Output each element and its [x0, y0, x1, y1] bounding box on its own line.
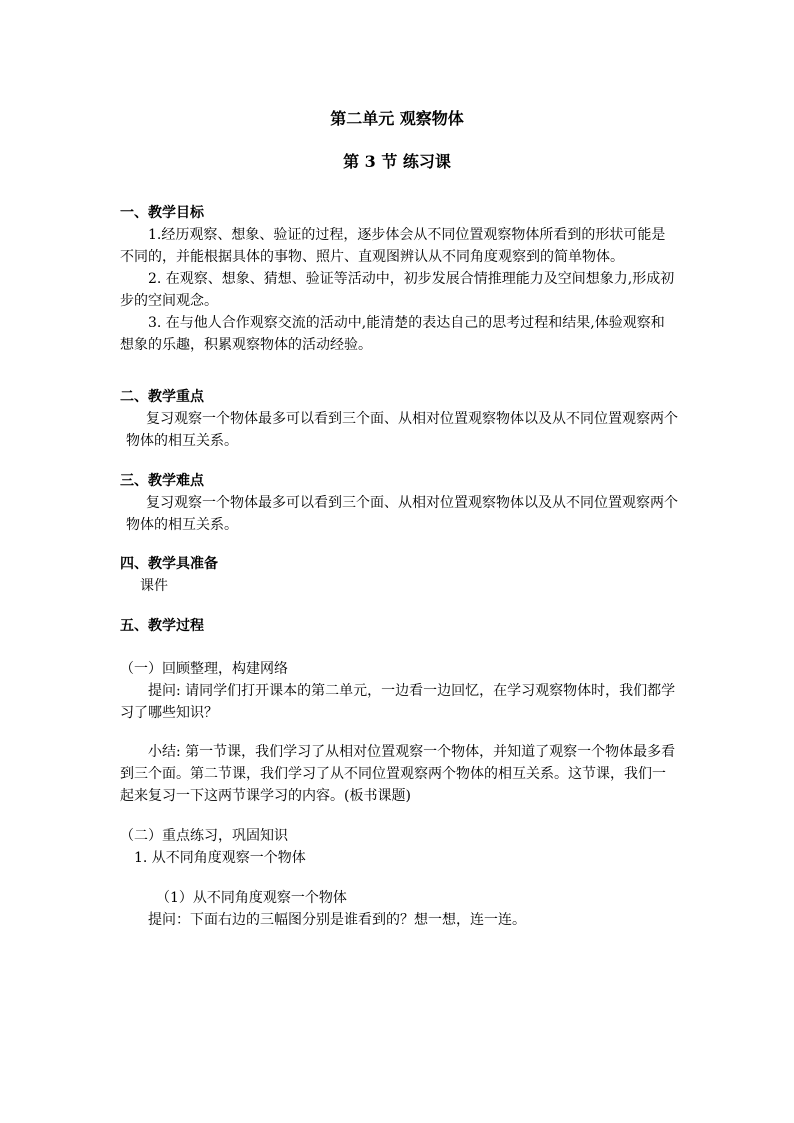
section-materials [120, 553, 678, 597]
section-text: 复习观察一个物体最多可以看到三个面、从相对位置观察物体以及从不同位置观察两个物体的相互关系。 [126, 411, 678, 449]
process-subitem [120, 887, 678, 931]
lesson-title: 第 3 节 练习课 [343, 152, 451, 171]
process-part-1 [120, 658, 678, 724]
section-process [120, 615, 678, 637]
section-heading: 三、教学难点 [120, 473, 204, 489]
part-heading: （一）回顾整理，构建网络 [120, 661, 288, 677]
part-heading: （二）重点练习，巩固知识 [120, 828, 288, 844]
section-heading: 五、教学过程 [120, 618, 204, 634]
process-part-2 [120, 825, 678, 869]
summary-text: 小结: 第一节课，我们学习了从相对位置观察一个物体，并知道了观察一个物体最多看到三个面。第二节课，我们学习了从不同位置观察两个物体的相互关系。这节课，我们一起来复习一下这两节课学习的内容。(板书课题) [120, 744, 676, 804]
question-text: 提问：下面右边的三幅图分别是谁看到的？想一想，连一连。 [148, 912, 526, 928]
section-heading: 二、教学重点 [120, 389, 204, 405]
section-difficult-points [120, 470, 678, 536]
section-heading: 四、教学具准备 [120, 556, 218, 572]
section-objectives [120, 202, 678, 356]
section-heading: 一、教学目标 [120, 205, 204, 221]
objective-item: 2. 在观察、想象、猜想、验证等活动中，初步发展合情推理能力及空间想象力,形成初步的空间观念。 [120, 271, 675, 309]
subitem-heading: （1）从不同角度观察一个物体 [156, 890, 347, 906]
objective-item: 1.经历观察、想象、验证的过程，逐步体会从不同位置观察物体所看到的形状可能是不同的，并能根据具体的事物、照片、直观图辨认从不同角度观察到的简单物体。 [120, 227, 666, 265]
objective-item: 3. 在与他人合作观察交流的活动中,能清楚的表达自己的思考过程和结果,体验观察和想象的乐趣，积累观察物体的活动经验。 [120, 315, 665, 353]
section-text: 课件 [140, 578, 168, 594]
section-text: 复习观察一个物体最多可以看到三个面、从相对位置观察物体以及从不同位置观察两个物体的相互关系。 [126, 495, 678, 533]
section-key-points [120, 386, 678, 452]
unit-title: 第二单元 观察物体 [330, 109, 464, 128]
question-text: 提问: 请同学们打开课本的第二单元，一边看一边回忆，在学习观察物体时，我们都学习了哪些知识？ [120, 683, 676, 721]
exercise-item: 1. 从不同角度观察一个物体 [134, 850, 306, 866]
process-summary [120, 741, 678, 807]
